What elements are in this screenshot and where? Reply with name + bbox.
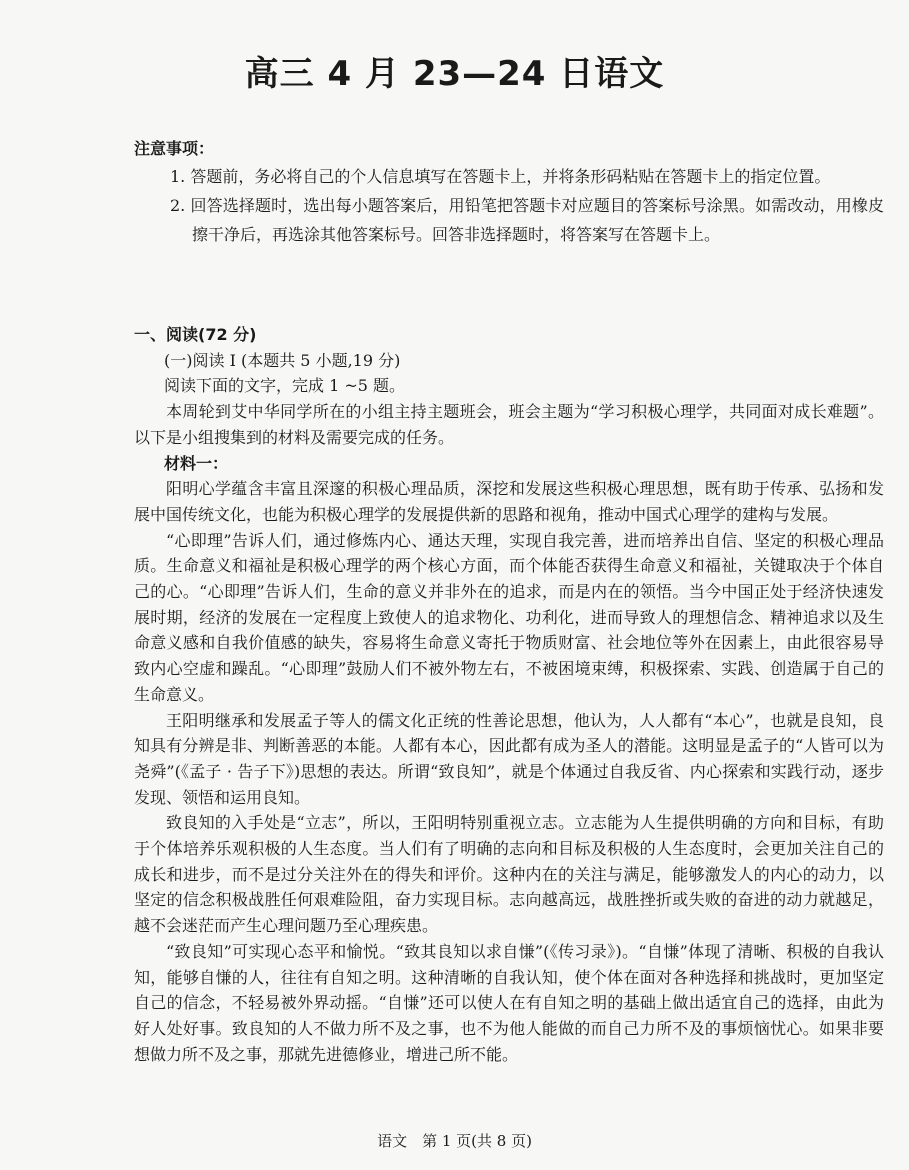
material-paragraph-2: “心即理”告诉人们，通过修炼内心、通达天理，实现自我完善，进而培养出自信、坚定的积极心理品质。生命意义和福祉是积极心理学的两个核心方面，而个体能否获得生命意义和福祉，关键取决于个体自己的心。“心即理”告诉人们，生命的意义并非外在的追求，而是内在的领悟。当今中国正处于经济快速发展时期，经济的发展在一定程度上致使人的追求物化、功利化，进而导致人的理想信念、精神追求以及生命意义感和自我价值感的缺失，容易将生命意义寄托于物质财富、社会地位等外在因素上，由此很容易导致内心空虚和躁乱。“心即理”鼓励人们不被外物左右，不被困境束缚，积极探索、实践、创造属于自己的生命意义。 xyxy=(134,530,884,704)
section-heading: 一、阅读(72 分) xyxy=(134,325,257,344)
notice-block xyxy=(134,136,884,249)
page-title: 高三 4 月 23—24 日语文 xyxy=(244,54,665,94)
instruction: 阅读下面的文字，完成 1 ~5 题。 xyxy=(164,376,406,396)
reading-section xyxy=(134,322,884,1067)
material-heading: 材料一： xyxy=(164,453,229,473)
sub-heading: (一)阅读 I (本题共 5 小题,19 分) xyxy=(164,350,401,370)
notice-list xyxy=(134,162,884,249)
notice-item-1: 1. 答题前，务必将自己的个人信息填写在答题卡上，并将条形码粘贴在答题卡上的指定位置。 xyxy=(170,167,831,186)
notice-heading: 注意事项： xyxy=(134,139,215,158)
material-paragraph-4: 致良知的入手处是“立志”，所以，王阳明特别重视立志。立志能为人生提供明确的方向和目标，有助于个体培养乐观积极的人生态度。当人们有了明确的志向和目标及积极的人生态度时，会更加关注自己的成长和进步，而不是过分关注外在的得失和评价。这种内在的关注与满足，能够激发人的内心的动力，以坚定的信念积极战胜任何艰难险阻，奋力实现目标。志向越高远，战胜挫折或失败的奋进的动力就越足，越不会迷茫而产生心理问题乃至心理疾患。 xyxy=(134,813,884,936)
intro-paragraph: 本周轮到艾中华同学所在的小组主持主题班会，班会主题为“学习积极心理学，共同面对成长难题”。以下是小组搜集到的材料及需要完成的任务。 xyxy=(134,402,884,447)
material-paragraph-5: “致良知”可实现心态平和愉悦。“致其良知以求自慊”(《传习录》)。“自慊”体现了清晰、积极的自我认知，能够自慊的人，往往有自知之明。这种清晰的自我认知，使个体在面对各种选择和挑战时，更加坚定自己的信念，不轻易被外界动摇。“自慊”还可以使人在有自知之明的基础上做出适宜自己的选择，由此为好人处好事。致良知的人不做力所不及之事，也不为他人能做的而自己力所不及的事烦恼忧心。如果非要想做力所不及之事，那就先进德修业，增进己所不能。 xyxy=(134,941,884,1064)
notice-item-2: 2. 回答选择题时，选出每小题答案后，用铅笔把答题卡对应题目的答案标号涂黑。如需改动，用橡皮擦干净后，再选涂其他答案标号。回答非选择题时，将答案写在答题卡上。 xyxy=(170,196,884,244)
material-paragraph-1: 阳明心学蕴含丰富且深邃的积极心理品质，深挖和发展这些积极心理思想，既有助于传承、弘扬和发展中国传统文化，也能为积极心理学的发展提供新的思路和视角，推动中国式心理学的建构与发展。 xyxy=(134,479,884,524)
material-body xyxy=(134,476,884,1067)
page-footer: 语文 第 1 页(共 8 页) xyxy=(377,1132,532,1150)
material-paragraph-3: 王阳明继承和发展孟子等人的儒文化正统的性善论思想，他认为，人人都有“本心”，也就是良知，良知具有分辨是非、判断善恶的本能。人都有本心，因此都有成为圣人的潜能。这明显是孟子的“人皆可以为尧舜”(《孟子 · 告子下》)思想的表达。所谓“致良知”，就是个体通过自我反省、内心探索和实践行动，逐步发现、领悟和运用良知。 xyxy=(134,710,884,807)
